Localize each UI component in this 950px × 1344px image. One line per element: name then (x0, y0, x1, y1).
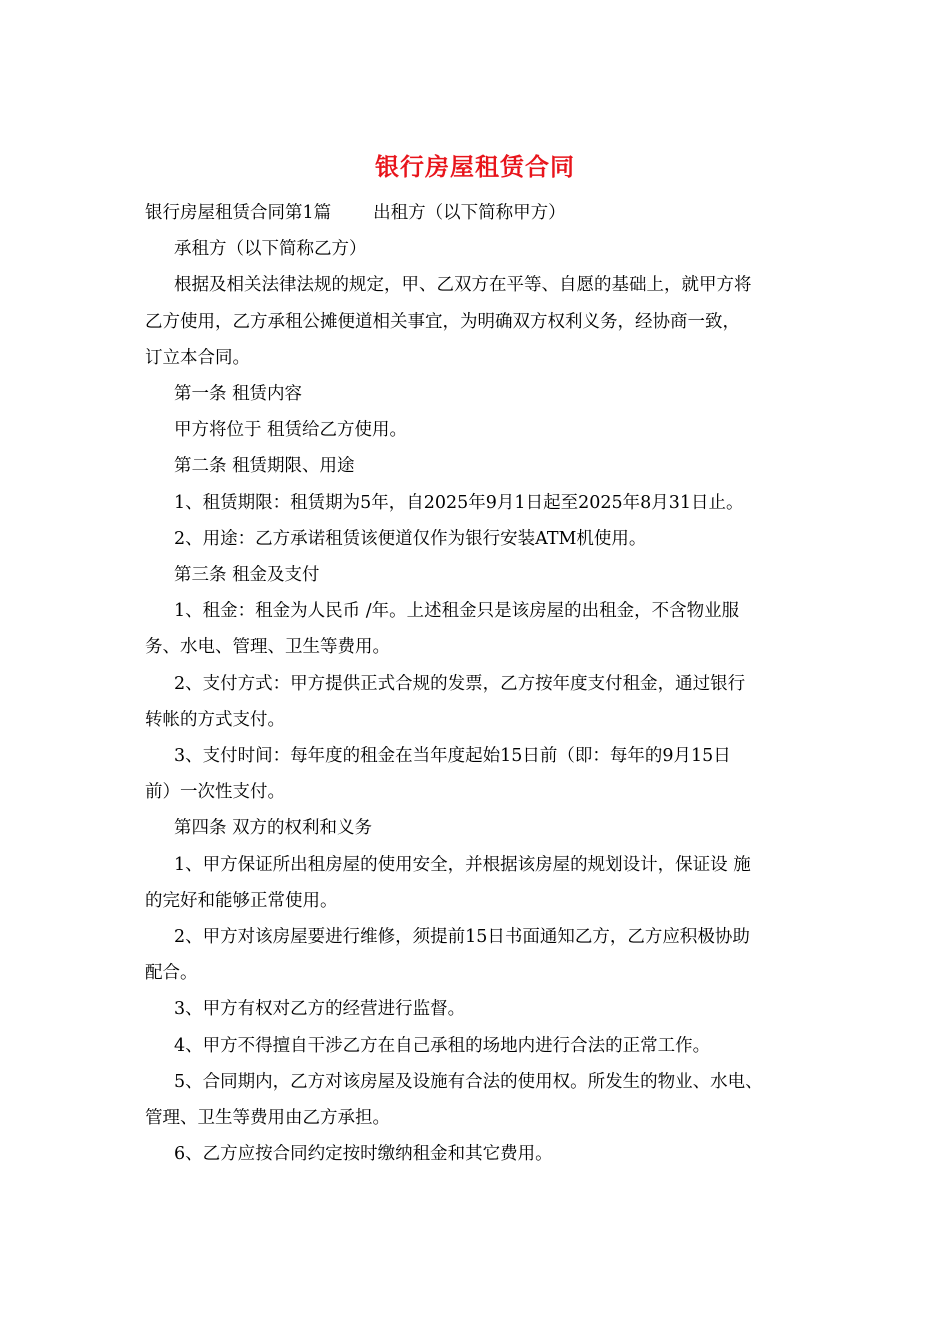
paragraph-line: 1、租赁期限：租赁期为5年，自2025年9月1日起至2025年8月31日止。 (174, 492, 744, 513)
paragraph-line: 3、甲方有权对乙方的经营进行监督。 (174, 999, 466, 1020)
paragraph-line: 的完好和能够正常使用。 (145, 890, 338, 911)
paragraph-line: 乙方使用，乙方承租公摊便道相关事宜，为明确双方权利义务，经协商一致， (145, 311, 740, 332)
section-heading: 第三条 租金及支付 (174, 565, 320, 586)
paragraph-line: 前）一次性支付。 (145, 782, 285, 803)
paragraph-line: 承租方（以下简称乙方） (174, 239, 367, 260)
paragraph-line: 甲方将位于 租赁给乙方使用。 (174, 420, 408, 441)
document-body (145, 195, 810, 1172)
paragraph-line: 订立本合同。 (145, 347, 250, 368)
paragraph-line: 根据及相关法律法规的规定，甲、乙双方在平等、自愿的基础上，就甲方将 (174, 275, 752, 296)
heading-label: 银行房屋租赁合同第1篇 (145, 203, 332, 223)
paragraph-line: 6、乙方应按合同约定按时缴纳租金和其它费用。 (174, 1144, 553, 1165)
paragraph-line: 2、甲方对该房屋要进行维修，须提前15日书面通知乙方，乙方应积极协助 (174, 927, 750, 948)
section-heading: 第一条 租赁内容 (174, 384, 303, 405)
paragraph-line: 3、支付时间：每年度的租金在当年度起始15日前（即：每年的9月15日 (174, 746, 731, 767)
lessor-label: 出租方（以下简称甲方） (373, 203, 566, 223)
section-heading: 第四条 双方的权利和义务 (174, 818, 373, 839)
section-heading: 第二条 租赁期限、用途 (174, 456, 355, 477)
paragraph-line: 管理、卫生等费用由乙方承担。 (145, 1108, 390, 1129)
paragraph-line: 2、支付方式：甲方提供正式合规的发票，乙方按年度支付租金，通过银行 (174, 673, 746, 694)
paragraph-line: 2、用途：乙方承诺租赁该便道仅作为银行安装ATM机使用。 (174, 528, 647, 549)
paragraph-line (145, 195, 810, 231)
document-title: 银行房屋租赁合同 (375, 152, 575, 181)
paragraph-line: 转帐的方式支付。 (145, 709, 285, 730)
paragraph-line: 配合。 (145, 963, 198, 984)
paragraph-line: 务、水电、管理、卫生等费用。 (145, 637, 390, 658)
paragraph-line: 1、甲方保证所出租房屋的使用安全，并根据该房屋的规划设计，保证设 施 (174, 854, 751, 875)
paragraph-line: 1、租金：租金为人民币 /年。上述租金只是该房屋的出租金，不含物业服 (174, 601, 740, 622)
paragraph-line: 4、甲方不得擅自干涉乙方在自己承租的场地内进行合法的正常工作。 (174, 1035, 711, 1056)
paragraph-line: 5、合同期内，乙方对该房屋及设施有合法的使用权。所发生的物业、水电、 (174, 1071, 763, 1092)
